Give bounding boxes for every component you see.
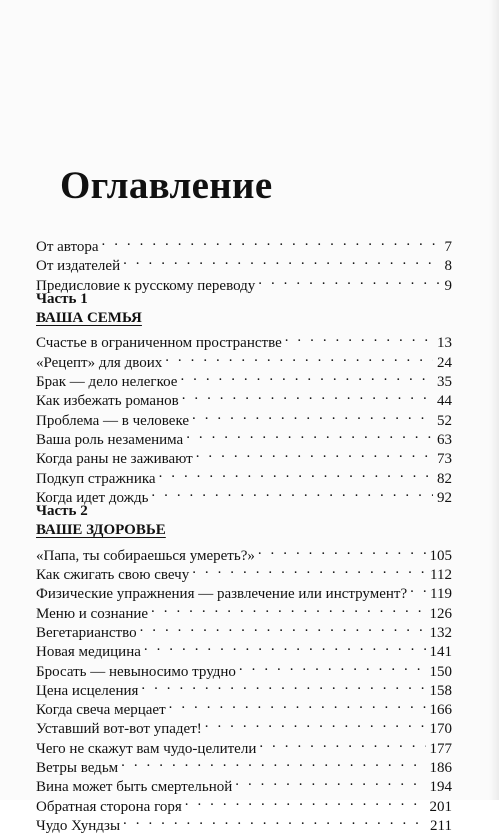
dot-leader — [141, 676, 425, 695]
toc-entry-label: «Папа, ты собираешься умереть?» — [36, 547, 255, 564]
dot-leader — [185, 792, 426, 811]
toc-entry-page: 166 — [429, 702, 452, 719]
toc-entry-label: Бросать — невыносимо трудно — [36, 663, 236, 680]
dot-leader — [205, 714, 426, 733]
part-label: Часть 1 — [36, 290, 88, 307]
dot-leader — [140, 618, 426, 637]
part-label: Часть 2 — [36, 503, 88, 520]
toc-entry-label: Когда свеча мерцает — [36, 702, 166, 719]
table-of-contents — [36, 232, 452, 834]
dot-leader — [180, 367, 433, 386]
toc-entry-label: Брак — дело нелегкое — [36, 374, 178, 391]
toc-entry-page: 52 — [437, 412, 452, 429]
toc-entry-label: Ветры ведьм — [36, 760, 119, 777]
toc-entry-page: 63 — [437, 431, 452, 448]
page-title: Оглавление — [60, 164, 273, 207]
dot-leader — [144, 637, 426, 656]
toc-entry-page: 132 — [429, 624, 452, 641]
section-label: ВАШЕ ЗДОРОВЬЕ — [36, 522, 166, 539]
dot-leader — [102, 232, 441, 251]
dot-leader — [258, 271, 440, 290]
toc-entry-page: 158 — [429, 682, 452, 699]
dot-leader — [192, 560, 426, 579]
toc-entry-page: 73 — [437, 451, 452, 468]
dot-leader — [151, 599, 425, 618]
toc-entry-label: Проблема — в человеке — [36, 412, 190, 429]
toc-entry-label: Как сжигать свою свечу — [36, 567, 190, 584]
dot-leader — [159, 464, 433, 483]
toc-entry-label: Когда раны не заживают — [36, 451, 193, 468]
toc-entry-label: Вегетарианство — [36, 624, 137, 641]
toc-entry-page: 112 — [430, 567, 452, 584]
toc-entry-label: От издателей — [36, 258, 121, 275]
toc-entry-label: Чего не скажут вам чудо-целители — [36, 740, 257, 757]
toc-entry-label: От автора — [36, 239, 99, 255]
toc-entry — [36, 328, 452, 352]
dot-leader — [196, 444, 433, 463]
toc-entry-label: Уставший вот-вот упадет! — [36, 721, 202, 738]
toc-entry-label: Вина может быть смертельной — [36, 779, 233, 796]
toc-entry-page: 13 — [437, 335, 452, 352]
dot-leader — [123, 251, 440, 270]
toc-entry-page: 201 — [429, 798, 452, 815]
toc-entry-label: Подкуп стражника — [36, 470, 156, 487]
dot-leader — [165, 348, 433, 367]
page-edge-shadow — [489, 0, 499, 800]
toc-entry — [36, 232, 452, 255]
dot-leader — [121, 753, 425, 772]
dot-leader — [258, 541, 426, 560]
toc-entry-page: 170 — [429, 721, 452, 738]
toc-entry-label: Как избежать романов — [36, 393, 179, 410]
toc-entry-label: Чудо Хундзы — [36, 817, 121, 834]
toc-entry-label: Меню и сознание — [36, 605, 149, 622]
toc-entry-page: 105 — [429, 547, 452, 564]
toc-entry-page: 35 — [437, 374, 452, 391]
toc-entry-page: 186 — [429, 760, 452, 777]
toc-entry-label: Счастье в ограниченном пространстве — [36, 335, 282, 352]
toc-entry-page: 82 — [437, 470, 452, 487]
toc-entry-page: 119 — [430, 586, 452, 603]
dot-leader — [151, 483, 433, 502]
toc-entry-label: Цена исцеления — [36, 682, 139, 699]
dot-leader — [285, 328, 433, 347]
dot-leader — [192, 406, 433, 425]
dot-leader — [169, 695, 426, 714]
dot-leader — [239, 657, 426, 676]
dot-leader — [235, 772, 425, 791]
toc-entry-label: Физические упражнения — развлечение или инструмент? — [36, 586, 408, 603]
toc-entry-label: Обратная сторона горя — [36, 798, 182, 815]
toc-entry-page: 8 — [444, 258, 452, 275]
dot-leader — [186, 425, 433, 444]
toc-entry-label: Ваша роль незаменима — [36, 431, 184, 448]
dot-leader — [259, 734, 425, 753]
toc-section-heading — [36, 309, 452, 328]
toc-entry-label: Когда идет дождь — [36, 489, 149, 506]
toc-entry-page: 126 — [429, 605, 452, 622]
toc-entry-page: 44 — [437, 393, 452, 410]
toc-entry-page: 194 — [429, 779, 452, 796]
toc-entry-page: 211 — [430, 817, 452, 834]
dot-leader — [123, 811, 426, 830]
toc-section-heading — [36, 521, 452, 540]
toc-entry-page: 92 — [437, 489, 452, 506]
toc-entry-label: Предисловие к русскому переводу — [36, 277, 256, 294]
section-label: ВАША СЕМЬЯ — [36, 310, 142, 327]
toc-entry-page: 9 — [444, 277, 452, 294]
dot-leader — [410, 579, 426, 598]
dot-leader — [182, 386, 433, 405]
toc-entry — [36, 541, 452, 564]
toc-entry-page: 141 — [429, 644, 452, 661]
toc-entry-page: 177 — [429, 740, 452, 757]
toc-entry-page: 24 — [437, 354, 452, 371]
toc-entry-page: 150 — [429, 663, 452, 680]
toc-entry-label: Новая медицина — [36, 644, 141, 661]
toc-entry-page: 7 — [444, 239, 452, 255]
toc-entry-label: «Рецепт» для двоих — [36, 354, 163, 371]
